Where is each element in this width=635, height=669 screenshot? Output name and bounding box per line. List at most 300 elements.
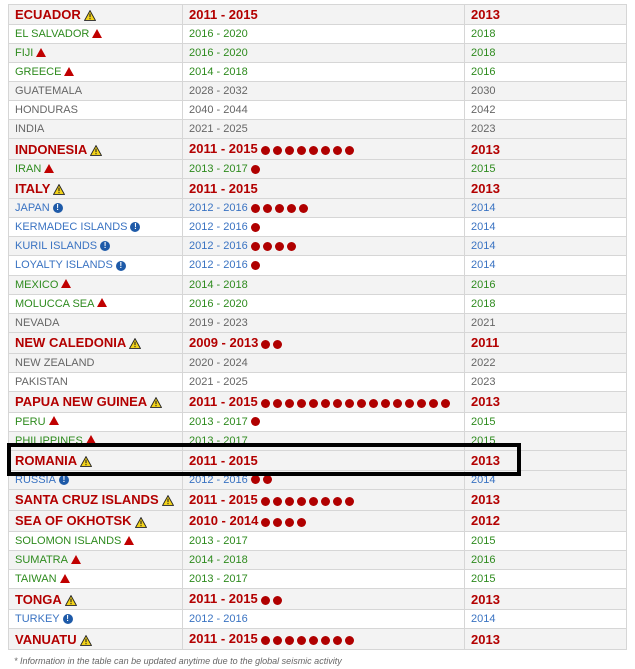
region-cell	[9, 550, 183, 569]
activity-dot	[287, 204, 296, 213]
activity-dot	[309, 399, 318, 408]
period-cell	[183, 139, 465, 160]
activity-dot	[297, 146, 306, 155]
period-cell	[183, 510, 465, 531]
region-cell	[9, 313, 183, 332]
region-name: GUATEMALA	[15, 85, 83, 97]
region-name: HONDURAS	[15, 104, 78, 116]
region-cell	[9, 610, 183, 629]
period-range: 2010 - 2014	[189, 512, 259, 528]
table-row	[9, 82, 627, 101]
activity-dot	[273, 596, 282, 605]
activity-dot	[261, 518, 270, 527]
region-name: PAKISTAN	[15, 375, 68, 388]
region-cell	[9, 25, 183, 44]
period-range: 2016 - 2020	[189, 47, 248, 59]
activity-dot	[251, 204, 260, 213]
peak-year: 2016	[471, 553, 496, 566]
period-cell	[183, 531, 465, 550]
year-cell	[465, 82, 627, 101]
region-name: SOLOMON ISLANDS	[15, 534, 122, 547]
period-cell	[183, 275, 465, 294]
peak-year: 2013	[471, 452, 500, 468]
triangle-icon	[124, 536, 134, 545]
table-row	[9, 588, 627, 609]
region-cell	[9, 44, 183, 63]
activity-dot	[263, 475, 272, 484]
year-cell	[465, 629, 627, 650]
table-row	[9, 218, 627, 237]
activity-dot	[297, 636, 306, 645]
year-cell	[465, 294, 627, 313]
year-cell	[465, 510, 627, 531]
period-range: 2016 - 2020	[189, 28, 248, 40]
activity-dots	[261, 630, 357, 649]
period-range: 2013 - 2017	[189, 572, 248, 585]
peak-year: 2013	[471, 492, 500, 508]
activity-dot	[285, 518, 294, 527]
period-range: 2011 - 2015	[189, 452, 258, 468]
info-icon: !	[130, 222, 140, 232]
table-row	[9, 275, 627, 294]
table-footnote: * Information in the table can be updated anytime due to the global seismic activity	[14, 656, 342, 666]
period-range: 2011 - 2015	[189, 631, 258, 647]
activity-dot	[333, 497, 342, 506]
region-name: NEW CALEDONIA	[15, 335, 127, 351]
warning-icon	[135, 517, 147, 528]
activity-dot	[321, 146, 330, 155]
region-name: TAIWAN	[15, 572, 57, 585]
region-cell	[9, 489, 183, 510]
peak-year: 2013	[471, 141, 500, 157]
peak-year: 2013	[471, 591, 500, 607]
period-range: 2021 - 2025	[189, 123, 248, 135]
year-cell	[465, 588, 627, 609]
peak-year: 2014	[471, 202, 496, 215]
region-cell	[9, 629, 183, 650]
activity-dot	[345, 146, 354, 155]
region-cell	[9, 412, 183, 431]
warning-icon	[150, 397, 162, 408]
year-cell	[465, 431, 627, 450]
activity-dot	[273, 636, 282, 645]
region-cell	[9, 179, 183, 199]
peak-year: 2023	[471, 123, 496, 135]
region-name: ROMANIA	[15, 452, 78, 468]
region-cell	[9, 372, 183, 391]
region-name: MOLUCCA SEA	[15, 297, 95, 310]
peak-year: 2012	[471, 513, 500, 529]
period-cell	[183, 569, 465, 588]
year-cell	[465, 63, 627, 82]
peak-year: 2023	[471, 375, 496, 388]
region-name: JAPAN	[15, 202, 50, 215]
period-cell	[183, 120, 465, 139]
warning-icon	[80, 635, 92, 646]
period-cell	[183, 391, 465, 412]
activity-dots	[251, 413, 263, 431]
peak-year: 2018	[471, 47, 496, 59]
period-range: 2028 - 2032	[189, 85, 248, 97]
activity-dot	[261, 340, 270, 349]
region-name: LOYALTY ISLANDS	[15, 259, 113, 272]
year-cell	[465, 470, 627, 489]
region-cell	[9, 63, 183, 82]
peak-year: 2018	[471, 297, 496, 310]
period-range: 2016 - 2020	[189, 297, 248, 310]
table-row	[9, 139, 627, 160]
period-cell	[183, 237, 465, 256]
table-body	[9, 5, 627, 650]
year-cell	[465, 353, 627, 372]
region-name: MEXICO	[15, 278, 59, 291]
period-range: 2040 - 2044	[189, 104, 248, 116]
period-range: 2019 - 2023	[189, 316, 248, 329]
activity-dot	[251, 261, 260, 270]
year-cell	[465, 550, 627, 569]
period-cell	[183, 550, 465, 569]
period-cell	[183, 629, 465, 650]
period-cell	[183, 63, 465, 82]
table-row	[9, 5, 627, 25]
period-cell	[183, 372, 465, 391]
period-cell	[183, 256, 465, 275]
period-range: 2011 - 2015	[189, 7, 258, 22]
warning-icon	[53, 184, 65, 195]
activity-dot	[321, 497, 330, 506]
year-cell	[465, 160, 627, 179]
period-range: 2013 - 2017	[189, 434, 248, 447]
period-range: 2011 - 2015	[189, 491, 258, 507]
warning-icon	[80, 456, 92, 467]
table-row	[9, 510, 627, 531]
peak-year: 2030	[471, 85, 496, 97]
period-range: 2009 - 2013	[189, 334, 259, 350]
seismic-table-container	[8, 4, 626, 650]
activity-dot	[417, 399, 426, 408]
region-cell	[9, 450, 183, 470]
table-row	[9, 353, 627, 372]
table-row	[9, 569, 627, 588]
table-row	[9, 294, 627, 313]
period-range: 2012 - 2016	[189, 202, 248, 215]
region-name: RUSSIA	[15, 473, 56, 486]
period-range: 2011 - 2015	[189, 181, 258, 197]
region-name: ITALY	[15, 181, 51, 197]
activity-dot	[251, 242, 260, 251]
table-row	[9, 450, 627, 470]
peak-year: 2042	[471, 104, 496, 116]
activity-dot	[369, 399, 378, 408]
info-icon: !	[116, 261, 126, 271]
warning-icon	[65, 595, 77, 606]
peak-year: 2014	[471, 473, 496, 486]
region-cell	[9, 82, 183, 101]
activity-dot	[405, 399, 414, 408]
activity-dots	[251, 257, 263, 275]
peak-year: 2013	[471, 181, 500, 197]
region-name: SANTA CRUZ ISLANDS	[15, 492, 159, 508]
activity-dot	[275, 204, 284, 213]
warning-icon	[84, 10, 96, 21]
year-cell	[465, 531, 627, 550]
period-cell	[183, 332, 465, 353]
activity-dot	[357, 399, 366, 408]
peak-year: 2015	[471, 415, 496, 428]
info-icon: !	[53, 203, 63, 213]
table-row	[9, 120, 627, 139]
period-cell	[183, 470, 465, 489]
period-range: 2011 - 2015	[189, 393, 258, 409]
region-cell	[9, 218, 183, 237]
region-name: KERMADEC ISLANDS	[15, 221, 128, 234]
region-cell	[9, 294, 183, 313]
region-cell	[9, 470, 183, 489]
activity-dot	[309, 497, 318, 506]
activity-dot	[285, 146, 294, 155]
table-row	[9, 489, 627, 510]
period-cell	[183, 218, 465, 237]
peak-year: 2011	[471, 335, 500, 351]
region-cell	[9, 5, 183, 25]
table-row	[9, 372, 627, 391]
activity-dots	[261, 334, 285, 353]
region-name: NEW ZEALAND	[15, 356, 95, 369]
region-name: IRAN	[15, 163, 42, 176]
peak-year: 2016	[471, 66, 496, 78]
period-range: 2013 - 2017	[189, 534, 248, 547]
activity-dot	[333, 399, 342, 408]
period-cell	[183, 160, 465, 179]
table-row	[9, 431, 627, 450]
region-cell	[9, 510, 183, 531]
activity-dot	[261, 636, 270, 645]
info-icon: !	[59, 475, 69, 485]
region-cell	[9, 431, 183, 450]
year-cell	[465, 372, 627, 391]
region-cell	[9, 353, 183, 372]
period-cell	[183, 44, 465, 63]
activity-dot	[297, 399, 306, 408]
triangle-icon	[36, 48, 46, 57]
region-cell	[9, 101, 183, 120]
triangle-icon	[86, 435, 96, 444]
activity-dots	[251, 237, 299, 255]
region-name: PERU	[15, 415, 46, 428]
warning-icon	[90, 145, 102, 156]
peak-year: 2016	[471, 278, 496, 291]
activity-dot	[261, 497, 270, 506]
activity-dot	[261, 146, 270, 155]
table-row	[9, 391, 627, 412]
activity-dot	[273, 399, 282, 408]
activity-dot	[345, 497, 354, 506]
year-cell	[465, 412, 627, 431]
period-cell	[183, 588, 465, 609]
peak-year: 2013	[471, 631, 500, 647]
year-cell	[465, 44, 627, 63]
triangle-icon	[92, 29, 102, 38]
region-cell	[9, 569, 183, 588]
period-range: 2014 - 2018	[189, 553, 248, 566]
activity-dot	[333, 146, 342, 155]
activity-dot	[285, 636, 294, 645]
triangle-icon	[64, 67, 74, 76]
period-range: 2011 - 2015	[189, 590, 258, 606]
peak-year: 2014	[471, 221, 496, 234]
table-row	[9, 332, 627, 353]
region-name: GREECE	[15, 66, 62, 78]
year-cell	[465, 120, 627, 139]
year-cell	[465, 391, 627, 412]
activity-dot	[263, 242, 272, 251]
period-cell	[183, 412, 465, 431]
year-cell	[465, 179, 627, 199]
table-row	[9, 470, 627, 489]
year-cell	[465, 101, 627, 120]
region-cell	[9, 199, 183, 218]
region-name: PHILIPPINES	[15, 434, 83, 447]
year-cell	[465, 313, 627, 332]
region-cell	[9, 332, 183, 353]
region-name: VANUATU	[15, 631, 77, 647]
activity-dot	[309, 636, 318, 645]
activity-dot	[287, 242, 296, 251]
table-row	[9, 237, 627, 256]
activity-dots	[261, 140, 357, 159]
region-name: FIJI	[15, 47, 34, 59]
activity-dot	[275, 242, 284, 251]
region-name: INDIA	[15, 123, 45, 135]
period-range: 2012 - 2016	[189, 473, 248, 486]
period-cell	[183, 431, 465, 450]
activity-dot	[299, 204, 308, 213]
period-cell	[183, 610, 465, 629]
period-range: 2011 - 2015	[189, 141, 258, 156]
period-range: 2020 - 2024	[189, 356, 248, 369]
period-range: 2012 - 2016	[189, 221, 248, 234]
activity-dot	[333, 636, 342, 645]
region-name: INDONESIA	[15, 141, 88, 157]
peak-year: 2015	[471, 434, 496, 447]
region-cell	[9, 391, 183, 412]
table-row	[9, 199, 627, 218]
year-cell	[465, 610, 627, 629]
period-range: 2012 - 2016	[189, 613, 248, 626]
triangle-icon	[71, 555, 81, 564]
activity-dots	[251, 160, 263, 178]
region-cell	[9, 588, 183, 609]
activity-dot	[251, 417, 260, 426]
peak-year: 2018	[471, 28, 496, 40]
year-cell	[465, 237, 627, 256]
activity-dots	[251, 471, 275, 489]
activity-dot	[273, 146, 282, 155]
activity-dot	[261, 596, 270, 605]
region-name: PAPUA NEW GUINEA	[15, 394, 148, 410]
table-row	[9, 550, 627, 569]
region-cell	[9, 139, 183, 160]
table-row	[9, 313, 627, 332]
info-icon: !	[63, 614, 73, 624]
activity-dot	[309, 146, 318, 155]
warning-icon	[162, 495, 174, 506]
activity-dot	[345, 636, 354, 645]
activity-dot	[273, 497, 282, 506]
activity-dot	[251, 223, 260, 232]
activity-dot	[251, 165, 260, 174]
triangle-icon	[44, 164, 54, 173]
table-row	[9, 44, 627, 63]
year-cell	[465, 218, 627, 237]
year-cell	[465, 199, 627, 218]
activity-dot	[285, 399, 294, 408]
peak-year: 2022	[471, 356, 496, 369]
year-cell	[465, 275, 627, 294]
info-icon: !	[100, 241, 110, 251]
region-cell	[9, 531, 183, 550]
region-name: EL SALVADOR	[15, 28, 90, 40]
region-cell	[9, 237, 183, 256]
activity-dot	[381, 399, 390, 408]
year-cell	[465, 139, 627, 160]
activity-dot	[263, 204, 272, 213]
peak-year: 2015	[471, 572, 496, 585]
region-cell	[9, 275, 183, 294]
triangle-icon	[97, 298, 107, 307]
region-name: SEA OF OKHOTSK	[15, 513, 132, 529]
year-cell	[465, 450, 627, 470]
activity-dots	[261, 512, 309, 531]
period-range: 2021 - 2025	[189, 375, 248, 388]
activity-dots	[251, 218, 263, 236]
peak-year: 2014	[471, 240, 496, 253]
activity-dot	[297, 518, 306, 527]
period-range: 2013 - 2017	[189, 415, 248, 428]
year-cell	[465, 256, 627, 275]
activity-dot	[273, 518, 282, 527]
period-cell	[183, 101, 465, 120]
activity-dot	[321, 636, 330, 645]
peak-year: 2015	[471, 534, 496, 547]
year-cell	[465, 489, 627, 510]
period-cell	[183, 450, 465, 470]
seismic-forecast-table	[8, 4, 627, 650]
peak-year: 2014	[471, 613, 496, 626]
period-cell	[183, 489, 465, 510]
activity-dots	[261, 491, 357, 510]
period-range: 2012 - 2016	[189, 259, 248, 272]
activity-dot	[393, 399, 402, 408]
period-range: 2014 - 2018	[189, 278, 248, 291]
triangle-icon	[60, 574, 70, 583]
period-cell	[183, 353, 465, 372]
region-name: ECUADOR	[15, 7, 81, 22]
table-row	[9, 629, 627, 650]
region-name: TURKEY	[15, 613, 60, 626]
activity-dot	[297, 497, 306, 506]
period-cell	[183, 25, 465, 44]
region-cell	[9, 256, 183, 275]
table-row	[9, 63, 627, 82]
year-cell	[465, 569, 627, 588]
period-range: 2014 - 2018	[189, 66, 248, 78]
region-cell	[9, 120, 183, 139]
table-row	[9, 25, 627, 44]
activity-dot	[441, 399, 450, 408]
period-cell	[183, 82, 465, 101]
activity-dots	[251, 199, 311, 217]
